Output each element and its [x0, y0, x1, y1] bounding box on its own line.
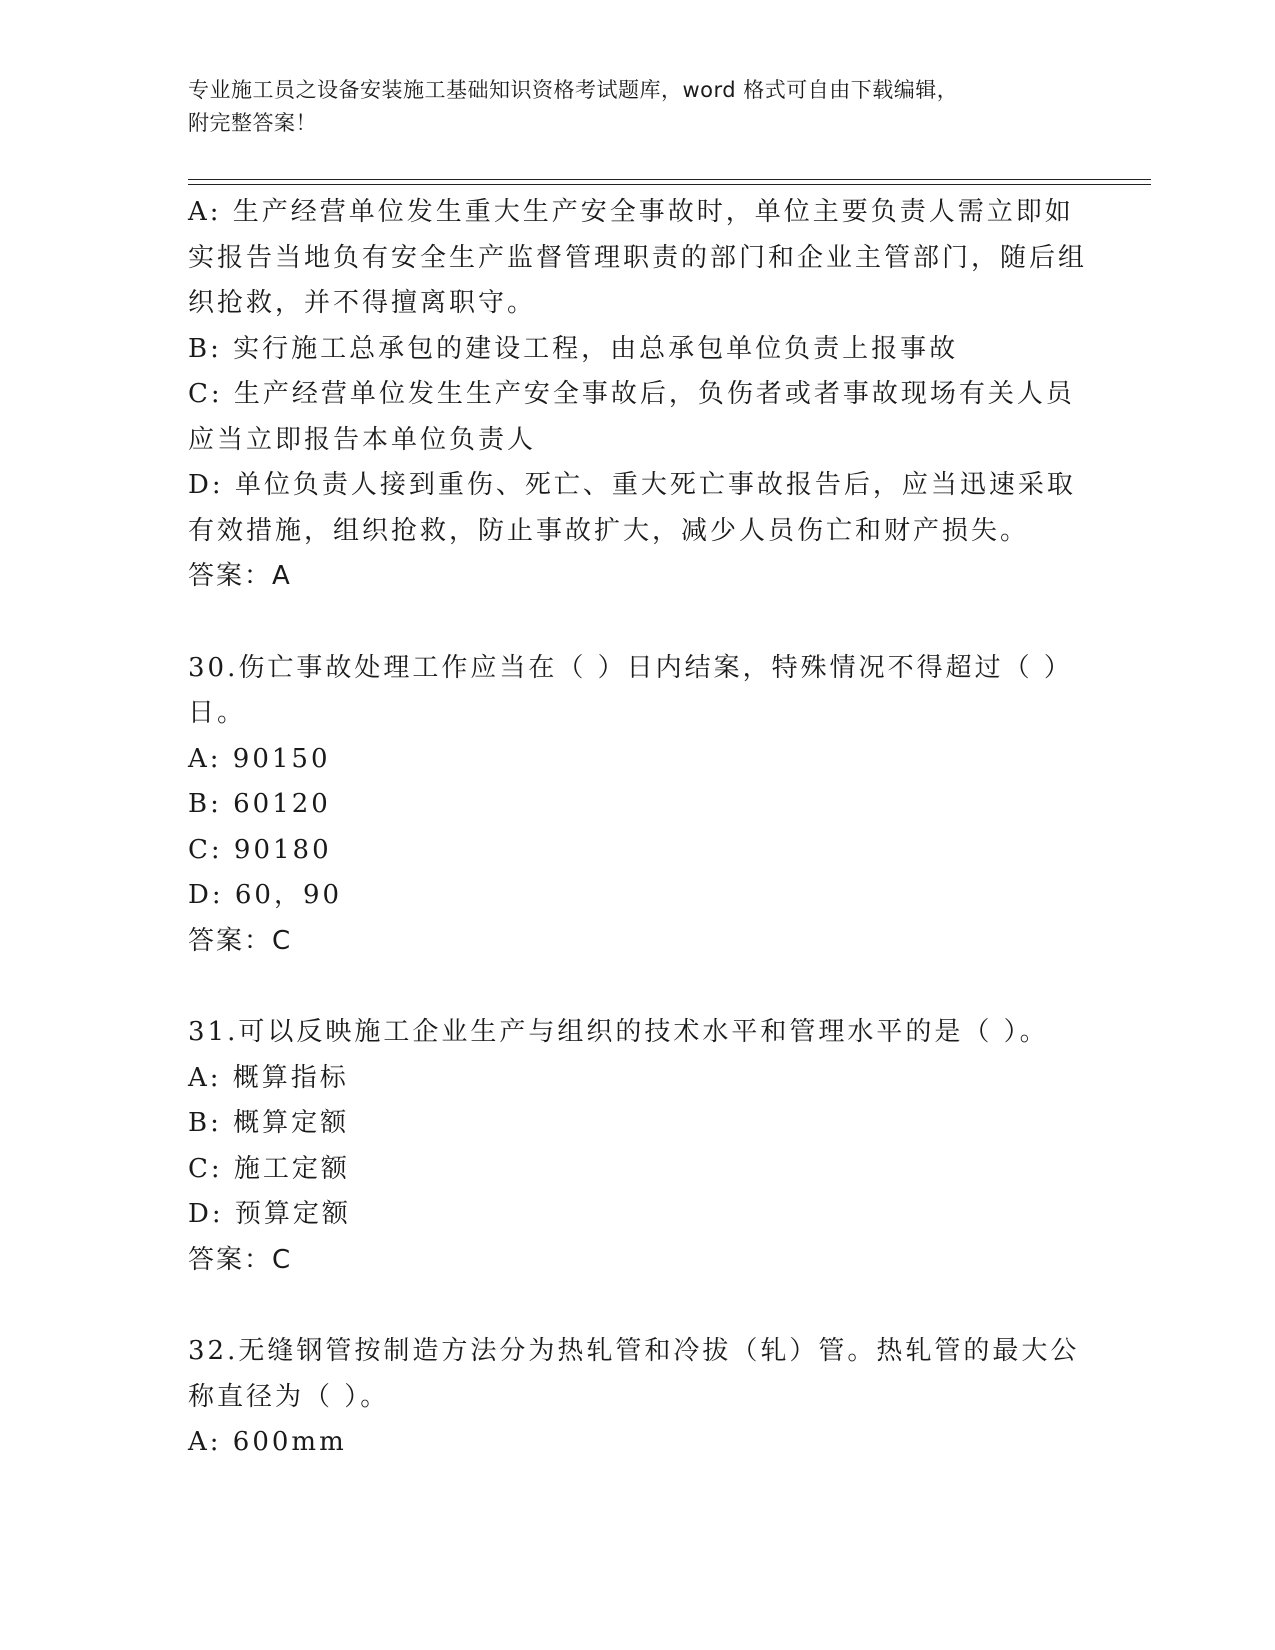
question-30-block	[188, 646, 1088, 965]
header-line-2: 附完整答案！	[188, 111, 317, 135]
option-b: B: 实行施工总承包的建设工程，由总承包单位负责上报事故	[188, 333, 959, 364]
option-d: D: 预算定额	[188, 1199, 351, 1229]
header-divider-top	[188, 179, 1151, 180]
option-a: A: 概算指标	[188, 1062, 349, 1093]
option-a: A: 90150	[188, 743, 331, 774]
question-31-block	[188, 1010, 1088, 1283]
question-32-block	[188, 1329, 1088, 1466]
question-text: 31.可以反映施工企业生产与组织的技术水平和管理水平的是（ ）。	[188, 1017, 1049, 1047]
question-content	[188, 190, 1088, 1466]
option-c: C: 施工定额	[188, 1153, 350, 1184]
question-29-block	[188, 190, 1088, 600]
option-a: A: 600mm	[188, 1427, 347, 1457]
answer: 答案：C	[188, 925, 293, 956]
option-d: D: 60，90	[188, 880, 343, 910]
question-text: 30.伤亡事故处理工作应当在（ ）日内结案，特殊情况不得超过（ ）日。	[188, 652, 1073, 728]
option-d: D: 单位负责人接到重伤、死亡、重大死亡事故报告后，应当迅速采取有效措施，组织抢救，防止事故扩大，减少人员伤亡和财产损失。	[188, 470, 1076, 546]
question-text: 32.无缝钢管按制造方法分为热轧管和冷拔（轧）管。热轧管的最大公称直径为（ ）。	[188, 1336, 1080, 1412]
document-header	[188, 74, 1068, 140]
spacer	[188, 600, 1088, 646]
answer: 答案：C	[188, 1244, 293, 1275]
option-c: C: 生产经营单位发生生产安全事故后，负伤者或者事故现场有关人员应当立即报告本单位负责人	[188, 379, 1075, 455]
header-divider-bottom	[188, 184, 1151, 185]
option-c: C: 90180	[188, 834, 332, 865]
spacer	[188, 964, 1088, 1010]
header-line-1: 专业施工员之设备安装施工基础知识资格考试题库，word 格式可自由下载编辑，	[188, 78, 959, 102]
answer: 答案：A	[188, 561, 292, 591]
spacer	[188, 1283, 1088, 1329]
option-a: A: 生产经营单位发生重大生产安全事故时，单位主要负责人需立即如实报告当地负有安全生产监督管理职责的部门和企业主管部门，随后组织抢救，并不得擅离职守。	[188, 197, 1088, 318]
option-b: B: 概算定额	[188, 1108, 350, 1138]
option-b: B: 60120	[188, 789, 331, 819]
